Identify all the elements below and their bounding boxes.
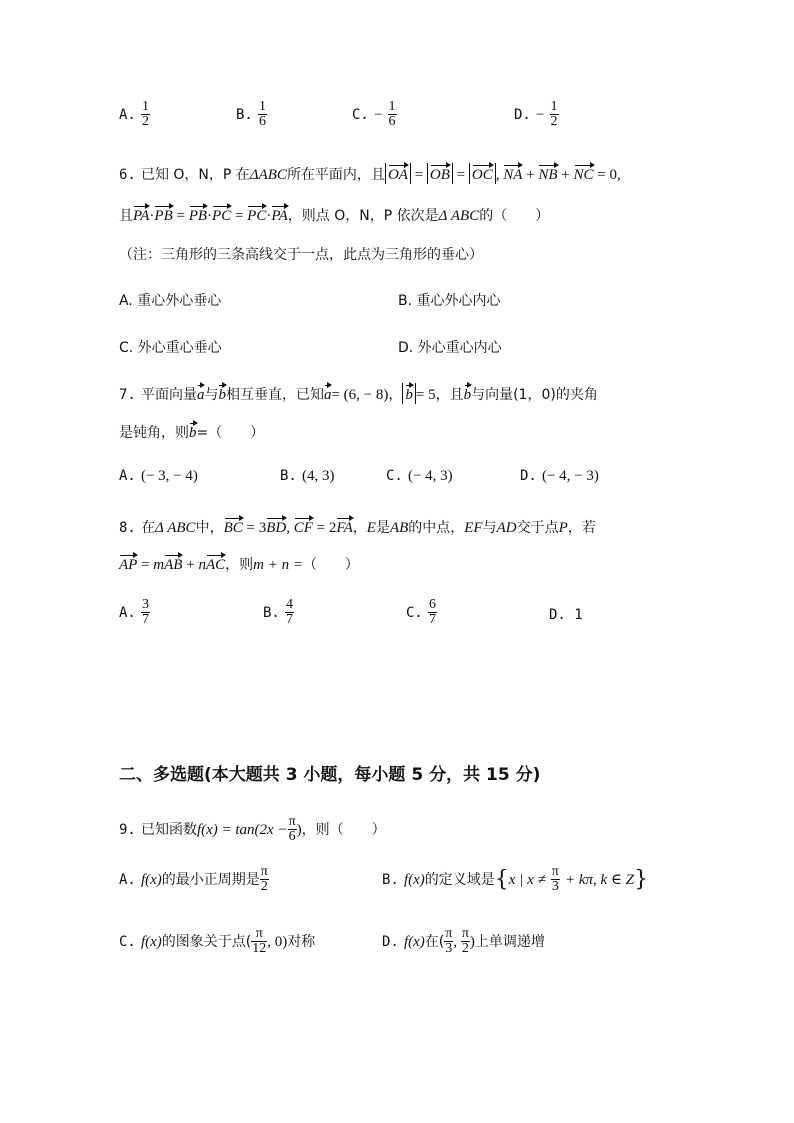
stem-text: ，则点 O，N，P 依次是 [287, 208, 439, 224]
minus-sign: − [373, 107, 383, 123]
stem-text: 且 [119, 208, 133, 224]
option-label: D. [382, 934, 399, 950]
q5-option-b [236, 100, 267, 129]
function-expression: f(x) = tan(2x − [196, 822, 288, 838]
question-number: 9. [119, 822, 136, 838]
option-label: D. [514, 107, 531, 123]
option-label: D. [520, 468, 537, 484]
q8-option-d: D. 1 [549, 607, 583, 623]
q6-note: （注：三角形的三条高线交于一点，此点为三角形的垂心） [119, 247, 483, 263]
option-value: (− 4, 3) [407, 468, 453, 484]
q9-option-d: D. f(x)在( $\frac{\pi}{3}$ , $\frac{\pi}{2}$ )上单调递增 [382, 926, 545, 956]
q9-option-c: C. f(x)的图象关于点( $\frac{\pi}{12}$ , 0)对称 [119, 926, 316, 956]
q8-stem-line2: AP = mAB + nAC，则m + n =（ ） [119, 553, 359, 574]
option-label: A. [119, 107, 136, 123]
triangle-label: ΔABC [249, 167, 287, 183]
option-label: A. [119, 468, 136, 484]
fraction: $\frac{\pi}{2}$ [461, 926, 469, 956]
option-label: B. [263, 605, 280, 621]
q6-option-c: C. 外心重心垂心 [119, 340, 222, 356]
triangle-label: Δ ABC [154, 520, 196, 536]
stem-text: 已知 O，N，P 在 [140, 167, 250, 183]
stem-text: 已知函数 [140, 822, 197, 838]
option-label: A. [119, 605, 136, 621]
q5-option-d [514, 100, 559, 129]
option-label: C. [352, 107, 369, 123]
option-label: C. [119, 934, 136, 950]
stem-text: 是钝角，则 [119, 425, 189, 441]
q8-option-b [263, 598, 294, 627]
fraction: $\frac{1}{2}$ [141, 99, 149, 129]
fraction: $\frac{\pi}{3}$ [551, 864, 559, 894]
minus-sign: − [535, 107, 545, 123]
fraction: $\frac{\pi}{2}$ [260, 864, 268, 894]
q9-option-b: B. f(x)的定义域是{x | x ≠ $\frac{\pi}{3}$ + kπ, k ∈ Z} [382, 864, 649, 894]
option-value: (− 4, − 3) [541, 468, 599, 484]
q7-option-b [280, 465, 334, 485]
stem-text: 的（ ） [479, 208, 550, 224]
stem-text: 平面向量 [140, 387, 197, 403]
q8-option-c [406, 598, 437, 627]
option-label: B. [236, 107, 253, 123]
option-value: (4, 3) [301, 468, 335, 484]
set-condition: x | x ≠ [508, 872, 546, 888]
vector-condition: BC = 3BD, CF = 2FA [224, 520, 353, 536]
fraction: $\frac{1}{2}$ [550, 99, 558, 129]
m-plus-n: m + n = [253, 557, 303, 573]
q7-option-d [520, 465, 599, 485]
q7-stem-line1: 7. 平面向量a与b相互垂直，已知a= (6, − 8)， b = 5，且b与向量(1，0)的夹角 [119, 383, 598, 404]
fraction: $\frac{4}{7}$ [285, 597, 293, 627]
vector-expression: AP = mAB + nAC [119, 557, 225, 573]
question-number: 6. [119, 167, 136, 183]
q6-option-a: A. 重心外心垂心 [119, 293, 222, 309]
option-value: (− 3, − 4) [140, 468, 198, 484]
q7-option-c [386, 465, 453, 485]
q8-stem-line1: 8. 在Δ ABC中，BC = 3BD, CF = 2FA，E是AB的中点，EF与AD交于点P，若 [119, 516, 596, 537]
triangle-label: Δ ABC [438, 208, 480, 224]
option-label: B. [280, 468, 297, 484]
q5-option-a [119, 100, 150, 129]
option-label: C. [406, 605, 423, 621]
section-heading: 二、多选题(本大题共 3 小题，每小题 5 分，共 15 分) [119, 765, 541, 785]
fraction: $\frac{\pi}{3}$ [445, 926, 453, 956]
option-label: B. [382, 872, 399, 888]
vector-b: b [218, 383, 226, 404]
fraction: $\frac{1}{6}$ [258, 99, 266, 129]
q6-stem-line2 [119, 204, 549, 225]
dot-product-condition: PA·PB = PB·PC = PC·PA [133, 208, 288, 224]
stem-text: 所在平面内，且 [286, 167, 385, 183]
q7-stem-line2: 是钝角，则b=（ ） [119, 421, 264, 442]
q8-option-a [119, 598, 150, 627]
q6-option-b: B. 重心外心内心 [398, 293, 501, 309]
stem-text: 与向量(1，0)的夹角 [471, 387, 598, 403]
q7-option-a [119, 465, 198, 485]
fraction: $\frac{\pi}{12}$ [252, 926, 267, 956]
q6-option-d: D. 外心重心内心 [398, 340, 502, 356]
fraction: $\frac{1}{6}$ [388, 99, 396, 129]
fraction: $\frac{3}{7}$ [141, 597, 149, 627]
question-number: 8. [119, 520, 136, 536]
q5-option-c [352, 100, 397, 129]
option-label: C. [386, 468, 403, 484]
option-label: A. [119, 872, 136, 888]
fraction: $\frac{6}{7}$ [428, 597, 436, 627]
q9-stem: 9. 已知函数f(x) = tan(2x − $\frac{\pi}{6}$ )，则（ ） [119, 814, 386, 844]
stem-text: 相互垂直，已知 [225, 387, 324, 403]
question-number: 7. [119, 387, 136, 403]
vector-a-value: = (6, − 8) [331, 387, 389, 403]
fraction: $\frac{\pi}{6}$ [288, 814, 296, 844]
vector-condition: OA = OB = OC , NA + NB + NC = 0, [385, 167, 621, 183]
q6-stem-line1 [119, 163, 621, 184]
q9-option-a: A. f(x)的最小正周期是 $\frac{\pi}{2}$ [119, 864, 268, 894]
vector-b-magnitude: = 5 [415, 387, 436, 403]
vector-a: a [197, 383, 205, 404]
